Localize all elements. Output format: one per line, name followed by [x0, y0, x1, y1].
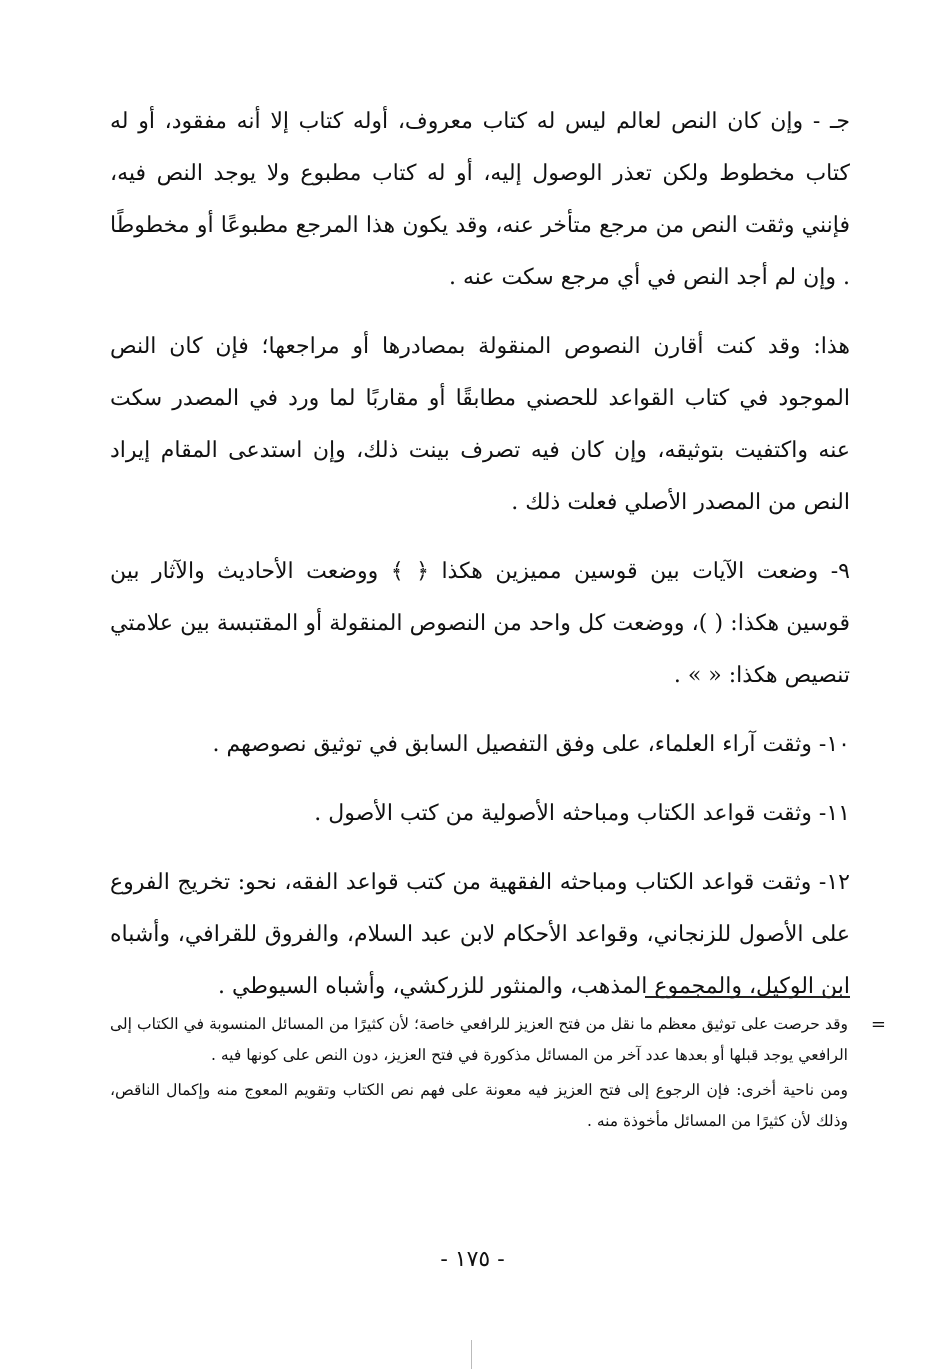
paragraph-item-11: ١١- وثقت قواعد الكتاب ومباحثه الأصولية من كتب الأصول .	[314, 801, 850, 826]
main-text	[110, 96, 850, 1030]
scan-mark	[471, 1340, 472, 1369]
footnote-paragraph: ومن ناحية أخرى: فإن الرجوع إلى فتح العزيز فيه معونة على فهم نص الكتاب وتقويم المعوج منه وإكمال الناقص، وذلك لأن كثيرًا من المسائل مأخوذة منه .	[110, 1081, 848, 1130]
paragraph-item-12: ١٢- وثقت قواعد الكتاب ومباحثه الفقهية من كتب قواعد الفقه، نحو: تخريج الفروع على الأصول للزنجاني، وقواعد الأحكام لابن عبد السلام، والفروق للقرافي، وأشباه ابن الوكيل، والمجموع المذهب، والمنثور للزركشي، وأشباه السيوطي .	[110, 870, 850, 999]
page-number: - ١٧٥ -	[440, 1247, 505, 1272]
footnote-block	[110, 1009, 886, 1071]
footnote-separator	[645, 996, 850, 998]
footnotes	[110, 1009, 886, 1137]
footnote-paragraph: وقد حرصت على توثيق معظم ما نقل من فتح العزيز للرافعي خاصة؛ لأن كثيرًا من المسائل المنسوبة في الكتاب إلى الرافعي يوجد قبلها أو بعدها عدد آخر من المسائل مذكورة في فتح العزيز، دون النص على كونها فيه .	[110, 1015, 848, 1064]
paragraph-comparison-note: هذا: وقد كنت أقارن النصوص المنقولة بمصادرها أو مراجعها؛ فإن كان النص الموجود في كتاب القواعد للحصني مطابقًا أو مقاربًا لما ورد في المصدر سكت عنه واكتفيت بتوثيقه، وإن كان فيه تصرف بينت ذلك، وإن استدعى المقام إيراد النص من المصدر الأصلي فعلت ذلك .	[110, 334, 850, 515]
paragraph-item-10: ١٠- وثقت آراء العلماء، على وفق التفصيل السابق في توثيق نصوصهم .	[212, 732, 850, 757]
paragraph-item-9: ٩- وضعت الآيات بين قوسين مميزين هكذا ﴿ ﴾ ووضعت الأحاديث والآثار بين قوسين هكذا: ( )، ووضعت كل واحد من النصوص المنقولة أو المقتبسة بين علامتي تنصيص هكذا: « » .	[110, 559, 850, 688]
footnote-continuation-marker: =	[870, 1014, 886, 1035]
paragraph-c: جـ - وإن كان النص لعالم ليس له كتاب معروف، أوله كتاب إلا أنه مفقود، أو له كتاب مخطوط ولكن تعذر الوصول إليه، أو له كتاب مطبوع ولا يوجد النص فيه، فإنني وثقت النص من مرجع متأخر عنه، وقد يكون هذا المرجع مطبوعًا أو مخطوطًا . وإن لم أجد النص في أي مرجع سكت عنه .	[110, 109, 850, 290]
